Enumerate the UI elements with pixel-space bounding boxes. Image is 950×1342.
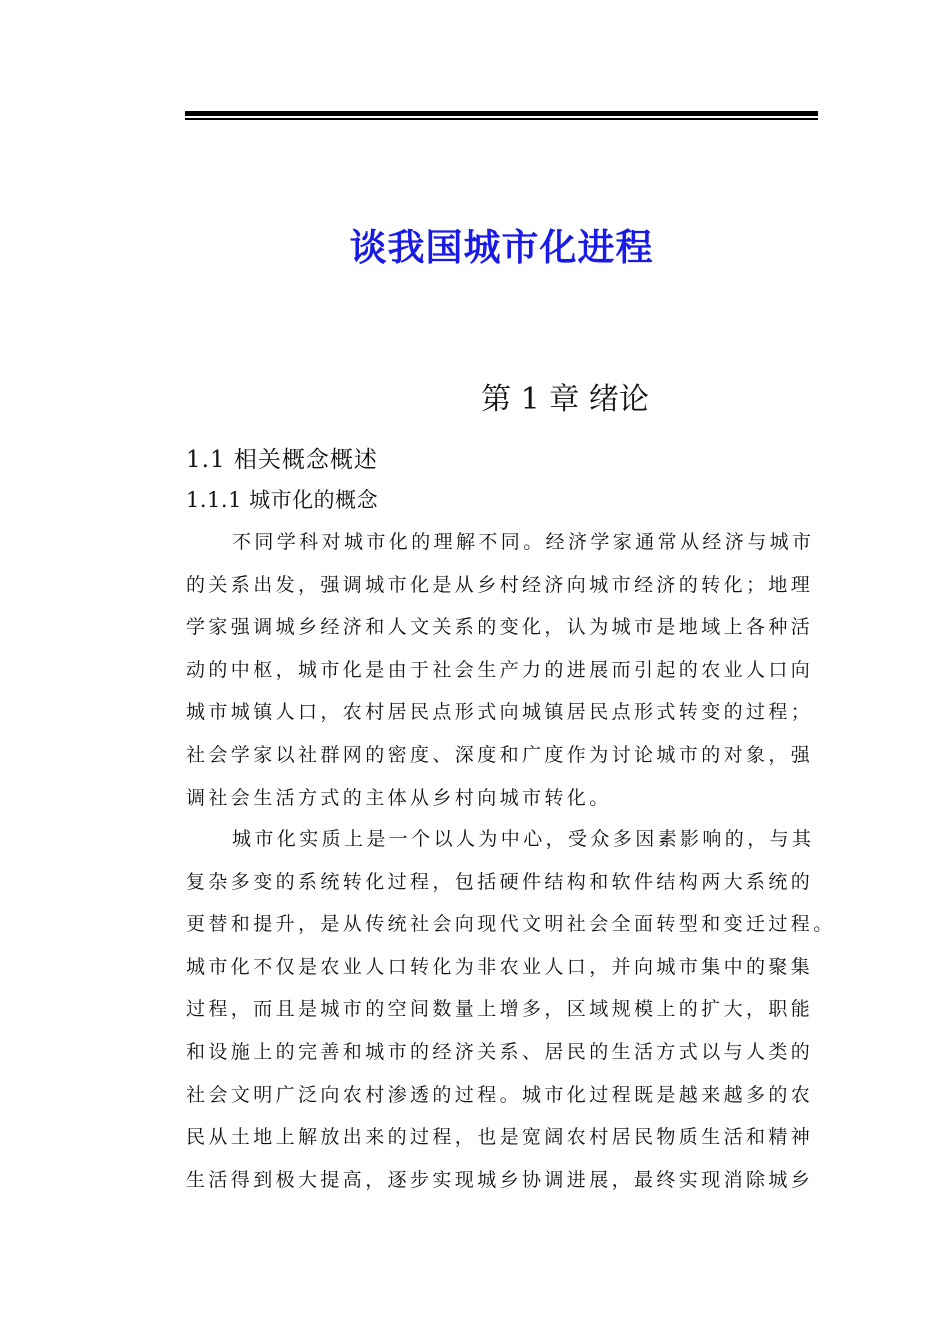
header-rule-thin: [185, 118, 818, 120]
paragraph-line: 更替和提升，是从传统社会向现代文明社会全面转型和变迁过程。: [186, 913, 836, 936]
chapter-heading: 第 1 章 绪论: [481, 382, 649, 417]
paragraph-line: 不同学科对城市化的理解不同。经济学家通常从经济与城市: [232, 531, 815, 553]
paragraph-line: 的关系出发，强调城市化是从乡村经济向城市经济的转化；地理: [186, 573, 814, 596]
document-title: 谈我国城市化进程: [349, 226, 654, 269]
paragraph-line: 学家强调城乡经济和人文关系的变化，认为城市是地域上各种活: [186, 616, 814, 639]
paragraph-line: 民从土地上解放出来的过程，也是宽阔农村居民物质生活和精神: [186, 1126, 814, 1149]
header-double-rule: [185, 111, 818, 121]
paragraph-line: 城市城镇人口，农村居民点形式向城镇居民点形式转变的过程；: [186, 701, 814, 724]
paragraph-line: 动的中枢，城市化是由于社会生产力的进展而引起的农业人口向: [186, 658, 814, 681]
paragraph-1: [186, 521, 826, 819]
paragraph-line: 过程，而且是城市的空间数量上增多，区域规模上的扩大，职能: [186, 998, 814, 1021]
paragraph-line: 城市化实质上是一个以人为中心，受众多因素影响的，与其: [232, 828, 815, 850]
paragraph-line: 社会文明广泛向农村渗透的过程。城市化过程既是越来越多的农: [186, 1083, 814, 1106]
paragraph-line: 调社会生活方式的主体从乡村向城市转化。: [186, 786, 612, 809]
paragraph-line: 复杂多变的系统转化过程，包括硬件结构和软件结构两大系统的: [186, 870, 814, 893]
paragraph-line: 城市化不仅是农业人口转化为非农业人口，并向城市集中的聚集: [186, 955, 814, 978]
paragraph-line: 社会学家以社群网的密度、深度和广度作为讨论城市的对象，强: [186, 743, 814, 766]
header-rule-thick: [185, 111, 818, 116]
paragraph-line: 和设施上的完善和城市的经济关系、居民的生活方式以与人类的: [186, 1040, 814, 1063]
paragraph-line: 生活得到极大提高，逐步实现城乡协调进展，最终实现消除城乡: [186, 1168, 814, 1191]
subsection-heading: 1.1.1 城市化的概念: [186, 488, 379, 512]
section-heading: 1.1 相关概念概述: [186, 447, 378, 473]
paragraph-2: [186, 818, 836, 1201]
